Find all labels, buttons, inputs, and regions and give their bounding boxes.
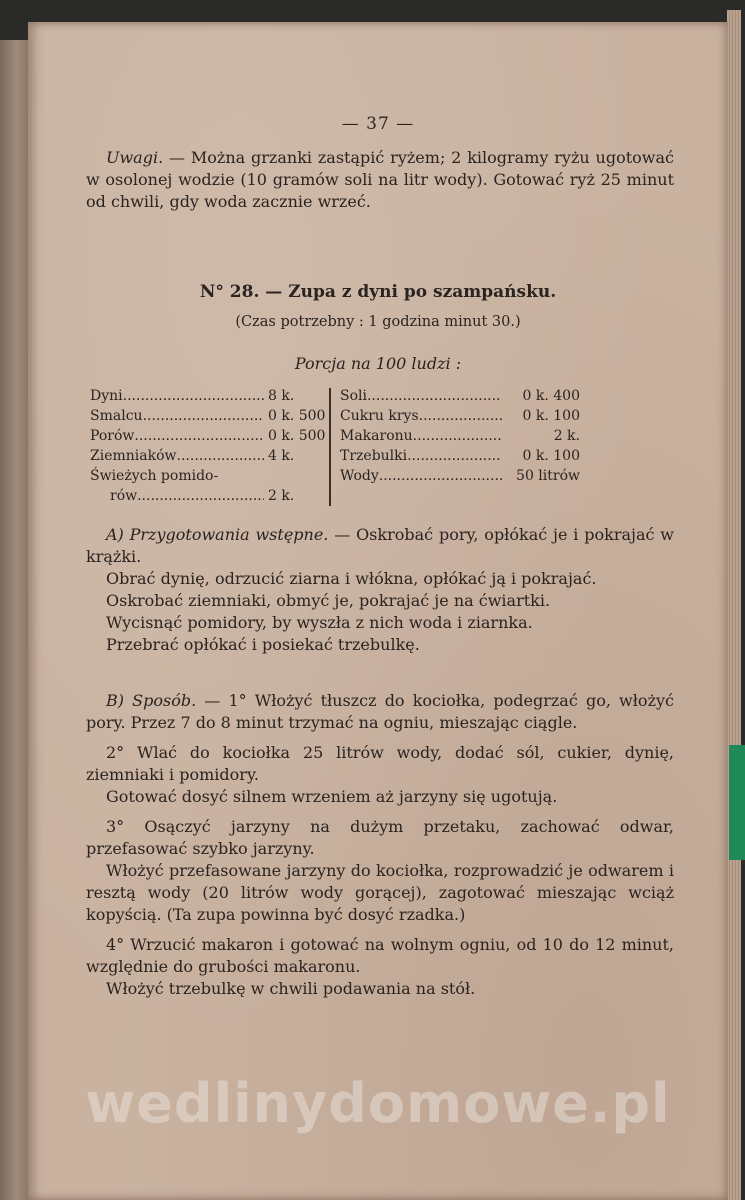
note-label: Uwagi. <box>106 148 164 167</box>
section-a-label: A) Przygotowania wstępne. <box>106 525 329 544</box>
step-1: — 1° Włożyć tłuszcz do kociołka, podegrzać go, włożyć pory. Przez 7 do 8 minut trzymać na ogniu, mieszając ciągle. <box>86 691 674 732</box>
ingredient-row: Trzebulki ..... 0 k. 100 <box>340 446 580 466</box>
step-3-cont: Włożyć przefasowane jarzyny do kociołka, rozprowadzić je odwarem i resztą wody (20 litrów wody gorącej), zagotować mieszając wciąż kopyścią. (Ta zupa powinna być dosyć rzadka.) <box>86 861 674 924</box>
step-4: 4° Wrzucić makaron i gotować na wolnym ogniu, od 10 do 12 minut, względnie do grubości makaronu. <box>86 935 674 976</box>
section-a <box>86 524 674 656</box>
recipe-time: (Czas potrzebny : 1 godzina minut 30.) <box>235 314 521 330</box>
page-number: — 37 — <box>341 114 415 134</box>
note-paragraph <box>86 147 674 213</box>
page-edges <box>727 10 741 1200</box>
section-b <box>86 690 674 1000</box>
recipe-name: — Zupa z dyni po szampańsku. <box>259 282 557 302</box>
book-cover-edge <box>0 40 28 1200</box>
recipe-title <box>28 282 728 302</box>
note-text: — Można grzanki zastąpić ryżem; 2 kilogramy ryżu ugotować w osolonej wodzie (10 gramów soli na litr wody). Gotować ryż 25 minut od chwili, gdy woda zacznie wrzeć. <box>86 148 674 211</box>
step-4-cont: Włożyć trzebulkę w chwili podawania na stół. <box>106 979 476 998</box>
ingredient-row: Smalcu ..... 0 k. 500 <box>90 406 330 426</box>
section-a-line: — Oskrobać pory, opłókać je i pokrajać w krążki. <box>86 525 674 566</box>
section-a-line: Przebrać opłókać i posiekać trzebulkę. <box>106 635 420 654</box>
step-2-cont: Gotować dosyć silnem wrzeniem aż jarzyny się ugotują. <box>106 787 558 806</box>
ingredient-row: Cukru krys ..... 0 k. 100 <box>340 406 580 426</box>
ingredient-row: rów ..... 2 k. <box>90 486 330 506</box>
book-page <box>28 22 728 1200</box>
ingredient-row: Wody ..... 50 litrów <box>340 466 580 486</box>
ingredients-left <box>90 386 330 506</box>
bookmark-tab <box>729 745 745 860</box>
watermark: wedlinydomowe.pl <box>85 1072 671 1135</box>
recipe-portion: Porcja na 100 ludzi : <box>294 354 462 373</box>
ingredient-row: Ziemniaków ..... 4 k. <box>90 446 330 466</box>
recipe-number: N° 28. <box>199 282 260 302</box>
section-a-line: Oskrobać ziemniaki, obmyć je, pokrajać je na ćwiartki. <box>106 591 551 610</box>
ingredient-row: Świeżych pomido- <box>90 468 219 484</box>
step-3: 3° Osączyć jarzyny na dużym przetaku, zachować odwar, przefasować szybko jarzyny. <box>86 817 674 858</box>
step-2: 2° Wlać do kociołka 25 litrów wody, dodać sól, cukier, dynię, ziemniaki i pomidory. <box>86 743 674 784</box>
ingredient-row: Porów ..... 0 k. 500 <box>90 426 330 446</box>
ingredient-row: Makaronu ..... 2 k. <box>340 426 580 446</box>
section-a-line: Obrać dynię, odrzucić ziarna i włókna, opłókać ją i pokrajać. <box>106 569 597 588</box>
ingredients-right <box>340 386 580 486</box>
ingredients-divider <box>329 388 331 506</box>
ingredient-row: Dyni ..... 8 k. <box>90 386 330 406</box>
section-b-label: B) Sposób. <box>106 691 197 710</box>
section-a-line: Wycisnąć pomidory, by wyszła z nich woda i ziarnka. <box>106 613 533 632</box>
ingredient-row: Soli ..... 0 k. 400 <box>340 386 580 406</box>
